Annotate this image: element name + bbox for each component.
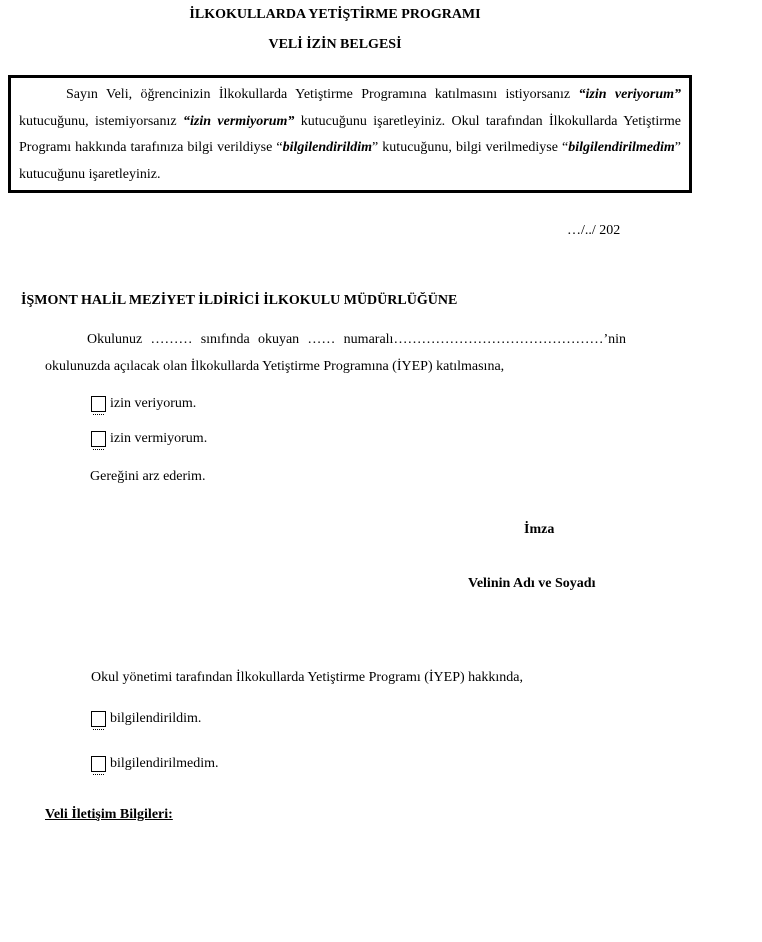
- instruction-text: [19, 82, 681, 188]
- info-option-label: bilgilendirilmedim.: [110, 756, 219, 771]
- permission-option-deny[interactable]: [91, 431, 207, 447]
- instruction-allow-option: “izin veriyorum”: [578, 87, 681, 102]
- instruction-informed-option: bilgilendirildim: [282, 140, 373, 155]
- instruction-box: [8, 75, 692, 193]
- instruction-text-part: Sayın Veli, öğrencinizin İlkokullarda Yetiştirme Programına katılmasını istiyorsanız: [66, 87, 579, 102]
- parent-name-label: Velinin Adı ve Soyadı: [468, 576, 596, 591]
- permission-option-label: izin veriyorum.: [110, 396, 197, 411]
- instruction-deny-option: “izin vermiyorum”: [183, 113, 295, 129]
- instruction-not-informed-option: bilgilendirilmedim: [568, 140, 675, 155]
- addressee-school: İŞMONT HALİL MEZİYET İLDİRİCİ İLKOKULU MÜDÜRLÜĞÜNE: [21, 293, 458, 308]
- date-field: …/../ 202: [567, 223, 621, 238]
- info-option-label: bilgilendirildim.: [110, 711, 202, 726]
- checkbox-informed[interactable]: [91, 711, 106, 727]
- permission-option-allow[interactable]: [91, 396, 196, 412]
- info-option-not-informed[interactable]: [91, 756, 219, 772]
- checkbox-not-informed[interactable]: [91, 756, 106, 772]
- signature-label: İmza: [524, 522, 555, 537]
- contact-info-heading: Veli İletişim Bilgileri:: [45, 807, 173, 822]
- checkbox-allow[interactable]: [91, 396, 106, 412]
- document-subtitle: VELİ İZİN BELGESİ: [268, 37, 402, 52]
- info-option-informed[interactable]: [91, 711, 201, 727]
- request-line-1: Okulunuz ……… sınıfında okuyan …… numaralı………………………………………’nin: [87, 332, 626, 347]
- instruction-text-part: ” kutucuğunu, bilgi verilmediyse “: [372, 140, 569, 155]
- instruction-text-part: ” kutucuğunu işaretleyiniz.: [19, 140, 682, 182]
- info-statement: Okul yönetimi tarafından İlkokullarda Yetiştirme Programı (İYEP) hakkında,: [91, 670, 523, 685]
- request-line-2: okulunuzda açılacak olan İlkokullarda Yetiştirme Programına (İYEP) katılmasına,: [45, 359, 505, 374]
- instruction-text-part: kutucuğunu işaretleyiniz. Okul tarafından İlkokullarda Yetiştirme Programı hakkında tarafınıza bilgi verildiyse “: [19, 113, 681, 155]
- instruction-text-part: kutucuğunu, istemiyorsanız: [19, 113, 183, 129]
- checkbox-deny[interactable]: [91, 431, 106, 447]
- document-title: İLKOKULLARDA YETİŞTİRME PROGRAMI: [189, 7, 481, 22]
- permission-option-label: izin vermiyorum.: [110, 431, 208, 446]
- request-closing: Gereğini arz ederim.: [90, 469, 206, 484]
- request-paragraph: [45, 326, 626, 380]
